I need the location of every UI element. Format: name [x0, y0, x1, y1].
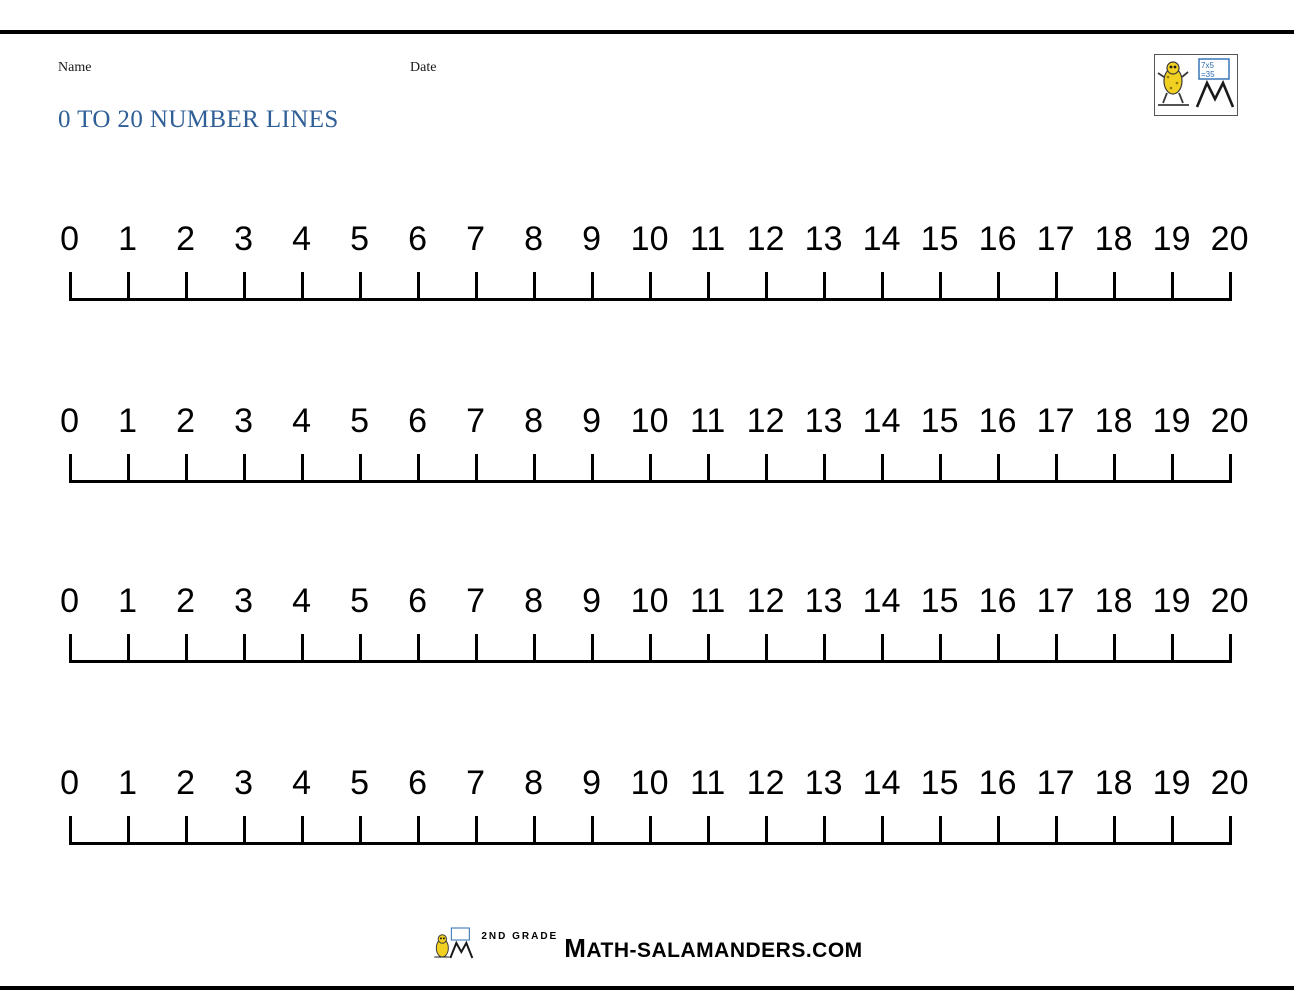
axis-tick [69, 272, 72, 301]
tick-label: 19 [1152, 402, 1191, 440]
axis-tick [1055, 816, 1058, 845]
axis-tick [1171, 816, 1174, 845]
tick-label: 13 [804, 764, 843, 802]
tick-label: 17 [1036, 402, 1075, 440]
axis-tick [243, 272, 246, 301]
tick-label: 9 [582, 220, 602, 258]
axis-tick [1113, 816, 1116, 845]
axis-tick [1229, 272, 1232, 301]
tick-label: 12 [746, 764, 785, 802]
tick-label: 18 [1094, 220, 1133, 258]
tick-label: 3 [234, 220, 254, 258]
axis-tick [823, 454, 826, 483]
tick-label: 13 [804, 402, 843, 440]
tick-label: 2 [176, 402, 196, 440]
axis-tick [185, 272, 188, 301]
tick-label: 10 [630, 402, 669, 440]
svg-text:=35: =35 [1201, 70, 1215, 79]
tick-label: 14 [862, 402, 901, 440]
tick-label: 4 [292, 220, 312, 258]
tick-label: 6 [408, 582, 428, 620]
axis-tick [707, 634, 710, 663]
axis-tick [69, 816, 72, 845]
tick-label: 20 [1210, 582, 1249, 620]
number-line-2-labels [58, 400, 1249, 450]
tick-label: 14 [862, 764, 901, 802]
axis-tick [1113, 272, 1116, 301]
tick-label: 15 [920, 402, 959, 440]
axis-tick [475, 634, 478, 663]
tick-label: 18 [1094, 402, 1133, 440]
tick-label: 0 [60, 582, 80, 620]
worksheet-header [0, 60, 1294, 84]
axis-tick [649, 634, 652, 663]
tick-label: 18 [1094, 582, 1133, 620]
tick-label: 5 [350, 764, 370, 802]
tick-label: 16 [978, 582, 1017, 620]
axis-tick [359, 634, 362, 663]
number-line-3-labels [58, 580, 1249, 630]
axis-tick [707, 272, 710, 301]
axis-tick [243, 454, 246, 483]
axis-tick [939, 816, 942, 845]
tick-label: 10 [630, 764, 669, 802]
tick-label: 17 [1036, 582, 1075, 620]
tick-label: 19 [1152, 582, 1191, 620]
number-line-3-axis [58, 630, 1218, 664]
tick-label: 10 [630, 582, 669, 620]
tick-label: 3 [234, 402, 254, 440]
tick-label: 5 [350, 220, 370, 258]
axis-tick [1171, 634, 1174, 663]
axis-tick [185, 454, 188, 483]
tick-label: 7 [466, 764, 486, 802]
number-line-2-axis [58, 450, 1218, 484]
math-salamanders-logo [1154, 54, 1238, 116]
axis-tick [417, 816, 420, 845]
axis-tick [1229, 816, 1232, 845]
axis-tick [243, 634, 246, 663]
tick-label: 1 [118, 402, 138, 440]
axis-tick [881, 272, 884, 301]
axis-tick [417, 634, 420, 663]
tick-label: 16 [978, 220, 1017, 258]
tick-label: 16 [978, 764, 1017, 802]
tick-label: 8 [524, 402, 544, 440]
axis-tick [1171, 272, 1174, 301]
tick-label: 6 [408, 220, 428, 258]
axis-tick [1055, 272, 1058, 301]
axis-tick [707, 454, 710, 483]
number-line-4 [58, 762, 1249, 852]
tick-label: 8 [524, 220, 544, 258]
tick-label: 5 [350, 582, 370, 620]
number-line-2 [58, 400, 1249, 490]
axis-tick [765, 816, 768, 845]
tick-label: 14 [862, 582, 901, 620]
axis-tick [591, 634, 594, 663]
tick-label: 15 [920, 764, 959, 802]
axis-tick [127, 634, 130, 663]
axis-tick [417, 454, 420, 483]
footer-url-initial: M [564, 933, 587, 963]
tick-label: 4 [292, 402, 312, 440]
axis-tick [127, 454, 130, 483]
tick-label: 0 [60, 402, 80, 440]
tick-label: 17 [1036, 220, 1075, 258]
tick-label: 13 [804, 220, 843, 258]
tick-label: 13 [804, 582, 843, 620]
axis-tick [69, 454, 72, 483]
tick-label: 9 [582, 582, 602, 620]
axis-tick [997, 634, 1000, 663]
axis-tick [475, 454, 478, 483]
tick-label: 7 [466, 582, 486, 620]
tick-label: 11 [689, 402, 726, 440]
axis-tick [417, 272, 420, 301]
tick-label: 4 [292, 582, 312, 620]
axis-tick [591, 454, 594, 483]
tick-label: 15 [920, 220, 959, 258]
axis-tick [1229, 634, 1232, 663]
number-line-1-axis [58, 268, 1218, 302]
tick-label: 11 [689, 582, 726, 620]
tick-label: 0 [60, 764, 80, 802]
axis-tick [649, 454, 652, 483]
tick-label: 12 [746, 582, 785, 620]
tick-label: 7 [466, 220, 486, 258]
tick-label: 14 [862, 220, 901, 258]
tick-label: 0 [60, 220, 80, 258]
number-line-4-labels [58, 762, 1249, 812]
axis-tick [823, 634, 826, 663]
axis-tick [301, 272, 304, 301]
svg-text:7x5: 7x5 [1201, 61, 1214, 70]
number-line-4-axis [58, 812, 1218, 846]
axis-tick [765, 634, 768, 663]
tick-label: 2 [176, 220, 196, 258]
axis-tick [533, 272, 536, 301]
axis-tick [127, 272, 130, 301]
axis-tick [301, 454, 304, 483]
axis-tick [533, 454, 536, 483]
axis-tick [243, 816, 246, 845]
tick-label: 11 [689, 220, 726, 258]
footer-grade: 2ND GRADE [481, 931, 559, 942]
axis-tick [1113, 454, 1116, 483]
logo-artwork [1155, 55, 1237, 115]
axis-tick [765, 272, 768, 301]
axis-tick [823, 272, 826, 301]
axis-tick [765, 454, 768, 483]
axis-tick [707, 816, 710, 845]
tick-label: 20 [1210, 402, 1249, 440]
tick-label: 3 [234, 582, 254, 620]
tick-label: 12 [746, 402, 785, 440]
number-line-1-labels [58, 218, 1249, 268]
axis-tick [533, 816, 536, 845]
footer-url-text: ATH-SALAMANDERS.COM [586, 939, 863, 962]
axis-tick [881, 454, 884, 483]
axis-tick [475, 272, 478, 301]
axis-tick [997, 454, 1000, 483]
footer-url [564, 933, 862, 964]
tick-label: 18 [1094, 764, 1133, 802]
worksheet-sheet [0, 34, 1294, 986]
axis-tick [939, 454, 942, 483]
page-title: 0 TO 20 NUMBER LINES [58, 106, 339, 133]
axis-tick [1113, 634, 1116, 663]
tick-label: 10 [630, 220, 669, 258]
axis-tick [649, 816, 652, 845]
axis-tick [475, 816, 478, 845]
math-salamanders-footer-logo [431, 924, 475, 964]
tick-label: 6 [408, 764, 428, 802]
worksheet-footer [0, 924, 1294, 976]
axis-tick [69, 634, 72, 663]
axis-tick [1171, 454, 1174, 483]
axis-tick [1055, 454, 1058, 483]
axis-tick [301, 816, 304, 845]
tick-label: 2 [176, 764, 196, 802]
axis-tick [881, 634, 884, 663]
axis-tick [591, 272, 594, 301]
tick-label: 15 [920, 582, 959, 620]
axis-tick [185, 634, 188, 663]
tick-label: 19 [1152, 220, 1191, 258]
date-label: Date [410, 60, 437, 75]
page-bottom-rule [0, 986, 1294, 990]
axis-tick [1055, 634, 1058, 663]
tick-label: 8 [524, 764, 544, 802]
axis-tick [881, 816, 884, 845]
tick-label: 2 [176, 582, 196, 620]
axis-tick [649, 272, 652, 301]
axis-tick [939, 272, 942, 301]
tick-label: 17 [1036, 764, 1075, 802]
tick-label: 8 [524, 582, 544, 620]
axis-tick [997, 272, 1000, 301]
axis-tick [127, 816, 130, 845]
axis-tick [823, 816, 826, 845]
tick-label: 12 [746, 220, 785, 258]
axis-tick [1229, 454, 1232, 483]
axis-tick [997, 816, 1000, 845]
tick-label: 9 [582, 402, 602, 440]
tick-label: 6 [408, 402, 428, 440]
axis-tick [301, 634, 304, 663]
number-line-1 [58, 218, 1249, 308]
tick-label: 9 [582, 764, 602, 802]
tick-label: 11 [689, 764, 726, 802]
tick-label: 16 [978, 402, 1017, 440]
axis-tick [533, 634, 536, 663]
axis-tick [359, 454, 362, 483]
tick-label: 4 [292, 764, 312, 802]
tick-label: 19 [1152, 764, 1191, 802]
axis-tick [591, 816, 594, 845]
axis-tick [359, 272, 362, 301]
tick-label: 5 [350, 402, 370, 440]
axis-tick [185, 816, 188, 845]
axis-tick [939, 634, 942, 663]
name-label: Name [58, 60, 92, 75]
tick-label: 1 [118, 764, 138, 802]
number-line-3 [58, 580, 1249, 670]
tick-label: 20 [1210, 764, 1249, 802]
tick-label: 3 [234, 764, 254, 802]
tick-label: 7 [466, 402, 486, 440]
tick-label: 1 [118, 582, 138, 620]
tick-label: 20 [1210, 220, 1249, 258]
tick-label: 1 [118, 220, 138, 258]
axis-tick [359, 816, 362, 845]
